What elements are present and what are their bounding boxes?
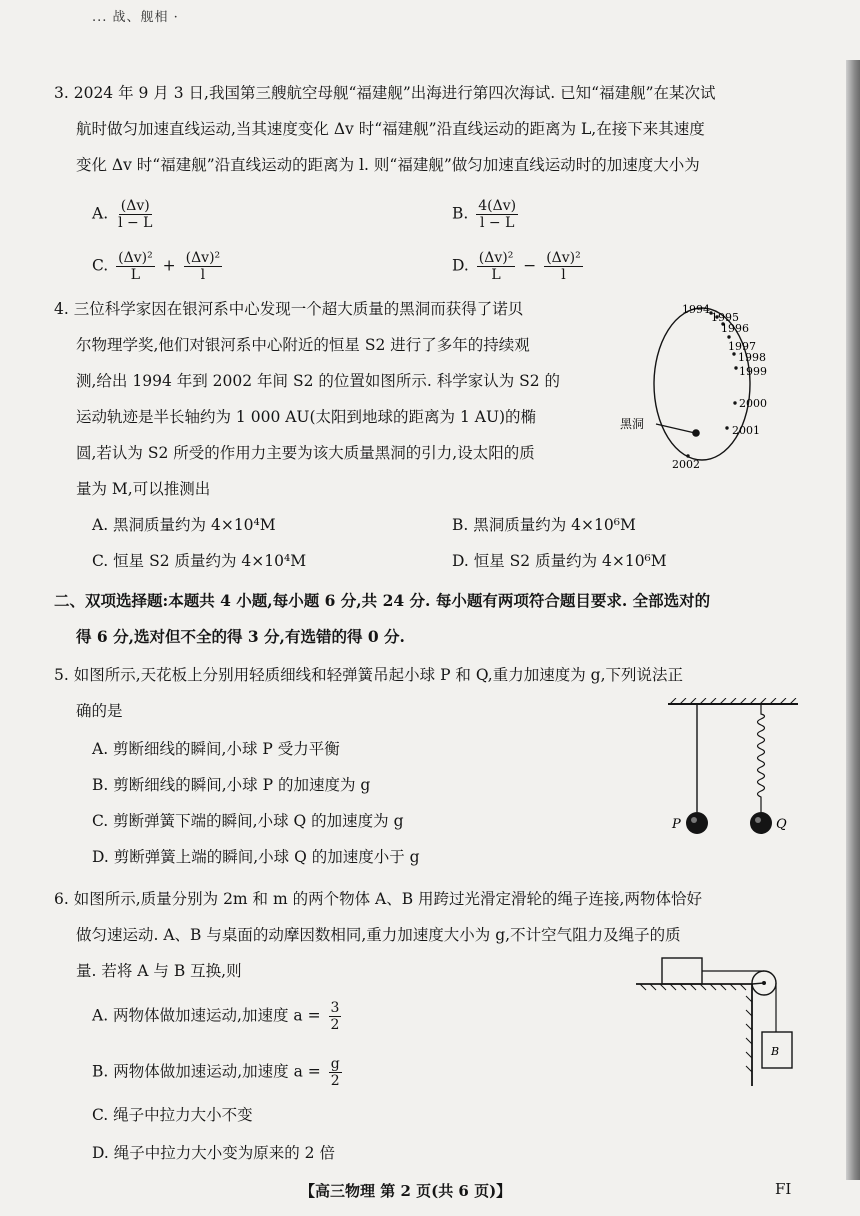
- q3-c-den2: l: [200, 267, 206, 283]
- q3-d-num1: (Δv)²: [478, 250, 514, 266]
- q6-b-fraction: [329, 1056, 342, 1089]
- q3-option-d: [452, 250, 586, 283]
- q3-d-num2: (Δv)²: [546, 250, 581, 266]
- q6-option-d: D. 绳子中拉力大小变为原来的 2 倍: [92, 1144, 335, 1162]
- q3-b-num: 4(Δv): [478, 198, 517, 214]
- q6-a-text: A. 两物体做加速运动,加速度 a =: [92, 1006, 321, 1025]
- q4-option-c: C. 恒星 S2 质量约为 4×10⁴M: [92, 552, 307, 570]
- orbit-point-1997: [727, 335, 730, 338]
- q5-option-b: B. 剪断细线的瞬间,小球 P 的加速度为 g: [92, 776, 371, 794]
- spring-coil: [758, 704, 765, 812]
- orbit-point-2001: [725, 426, 728, 429]
- q4-line-6: 量为 M,可以推测出: [76, 480, 211, 498]
- orbit-point-2000: [733, 401, 736, 404]
- q5-option-a: A. 剪断细线的瞬间,小球 P 受力平衡: [92, 740, 340, 758]
- q3-d-fraction-2: [544, 250, 583, 283]
- q6-option-c: C. 绳子中拉力大小不变: [92, 1106, 253, 1124]
- q6-option-b: [92, 1056, 345, 1089]
- orbit-point-1999: [734, 366, 737, 369]
- q5-option-c: C. 剪断弹簧下端的瞬间,小球 Q 的加速度为 g: [92, 812, 404, 830]
- q4-line-1: 4. 三位科学家因在银河系中心发现一个超大质量的黑洞而获得了诺贝: [54, 300, 524, 318]
- q6-line-2: 做匀速运动. A、B 与桌面的动摩因数相同,重力加速度大小为 g,不计空气阻力及绳子的质: [76, 926, 681, 944]
- q3-option-c: [92, 250, 225, 283]
- year-label-2000: 2000: [739, 397, 767, 410]
- q3-line-1: 3. 2024 年 9 月 3 日,我国第三艘航空母舰“福建舰”出海进行第四次海试. 已知“福建舰”在某次试: [54, 84, 716, 102]
- q6-b-text: B. 两物体做加速运动,加速度 a =: [92, 1062, 321, 1081]
- q3-c-label: C.: [92, 256, 109, 275]
- q6-b-num: g: [330, 1056, 340, 1072]
- label-p: P: [672, 817, 681, 832]
- year-label-1997: 1997: [728, 340, 756, 353]
- year-label-2002: 2002: [672, 458, 700, 471]
- year-label-1996: 1996: [721, 322, 749, 335]
- q3-b-label: B.: [452, 204, 469, 223]
- label-b: B: [771, 1045, 780, 1058]
- q3-c-num1: (Δv)²: [118, 250, 153, 266]
- q4-line-4: 运动轨迹是半长轴约为 1 000 AU(太阳到地球的距离为 1 AU)的椭: [76, 408, 537, 426]
- label-q: Q: [776, 817, 787, 832]
- ball-p-highlight: [691, 817, 697, 823]
- q3-line-3: 变化 Δv 时“福建舰”沿直线运动的距离为 l. 则“福建舰”做匀加速直线运动时的加速度大小为: [76, 156, 700, 174]
- q3-a-num: (Δv): [120, 198, 150, 214]
- black-hole-pointer: [656, 424, 695, 433]
- q3-d-op: −: [523, 256, 537, 275]
- q5-line-1: 5. 如图所示,天花板上分别用轻质细线和轻弹簧吊起小球 P 和 Q,重力加速度为 g,下列说法正: [54, 666, 683, 684]
- q3-d-den1: L: [491, 267, 501, 283]
- q5-line-2: 确的是: [76, 702, 123, 720]
- q3-c-fraction-2: [184, 250, 223, 283]
- q6-line-3: 量. 若将 A 与 B 互换,则: [76, 962, 242, 980]
- footer-title: 【高三物理 第 2 页(共 6 页)】: [300, 1182, 512, 1200]
- q6-a-num: 3: [330, 1000, 340, 1016]
- q3-d-fraction-1: [477, 250, 516, 283]
- pulley-figure: [636, 950, 806, 1090]
- q3-d-label: D.: [452, 256, 469, 275]
- q3-c-den1: L: [130, 267, 141, 283]
- q3-c-fraction-1: [116, 250, 155, 283]
- ball-p: [686, 812, 708, 834]
- q3-d-den2: l: [561, 267, 566, 283]
- q3-a-fraction: [116, 198, 154, 231]
- table-hatch: [640, 984, 752, 1072]
- q3-c-num2: (Δv)²: [185, 250, 221, 266]
- q5-option-d: D. 剪断弹簧上端的瞬间,小球 Q 的加速度小于 g: [92, 848, 420, 866]
- ball-q: [750, 812, 772, 834]
- q4-line-3: 测,给出 1994 年到 2002 年间 S2 的位置如图所示. 科学家认为 S2 的: [76, 372, 561, 390]
- q6-line-1: 6. 如图所示,质量分别为 2m 和 m 的两个物体 A、B 用跨过光滑定滑轮的绳子连接,两物体恰好: [54, 890, 702, 908]
- q6-a-den: 2: [330, 1017, 340, 1033]
- q4-option-a: A. 黑洞质量约为 4×10⁴M: [92, 516, 276, 534]
- q3-a-label: A.: [92, 204, 109, 223]
- block-a: [662, 958, 702, 984]
- hanging-balls-figure: [660, 698, 805, 848]
- q4-line-5: 圆,若认为 S2 所受的作用力主要为该大质量黑洞的引力,设太阳的质: [76, 444, 535, 462]
- q4-option-d: D. 恒星 S2 质量约为 4×10⁶M: [452, 552, 667, 570]
- year-label-1994: 1994: [682, 303, 710, 316]
- black-hole-label: 黑洞: [620, 417, 645, 431]
- pulley-bracket: [752, 983, 764, 984]
- q3-c-op: +: [162, 256, 176, 275]
- q3-option-a: [92, 198, 157, 231]
- section-2-heading-line-2: 得 6 分,选对但不全的得 3 分,有选错的得 0 分.: [76, 627, 405, 646]
- section-2-heading-line-1: 二、双项选择题:本题共 4 小题,每小题 6 分,共 24 分. 每小题有两项符合题目要求. 全部选对的: [54, 591, 711, 610]
- q6-b-den: 2: [330, 1073, 340, 1089]
- footer-code: FI: [775, 1180, 792, 1198]
- year-label-2001: 2001: [732, 424, 760, 437]
- s2-orbit-figure: [610, 296, 790, 476]
- year-label-1999: 1999: [739, 365, 767, 378]
- q3-b-den: l − L: [479, 215, 515, 231]
- black-hole-dot: [692, 429, 700, 437]
- top-residue-text: ... 战、舰相 ·: [92, 10, 179, 25]
- q6-option-a: [92, 1000, 344, 1033]
- ball-q-highlight: [755, 817, 761, 823]
- q3-line-2: 航时做匀加速直线运动,当其速度变化 Δv 时“福建舰”沿直线运动的距离为 L,在接下来其速度: [76, 120, 705, 138]
- q4-option-b: B. 黑洞质量约为 4×10⁶M: [452, 516, 636, 534]
- page-edge-shadow: [846, 60, 860, 1180]
- q3-a-den: l − L: [118, 215, 153, 231]
- q6-a-fraction: [329, 1000, 342, 1033]
- year-label-1998: 1998: [738, 351, 766, 364]
- q3-b-fraction: [476, 198, 518, 231]
- q3-option-b: [452, 198, 521, 231]
- year-label-1995: 1995: [711, 311, 739, 324]
- q4-line-2: 尔物理学奖,他们对银河系中心附近的恒星 S2 进行了多年的持续观: [76, 336, 530, 354]
